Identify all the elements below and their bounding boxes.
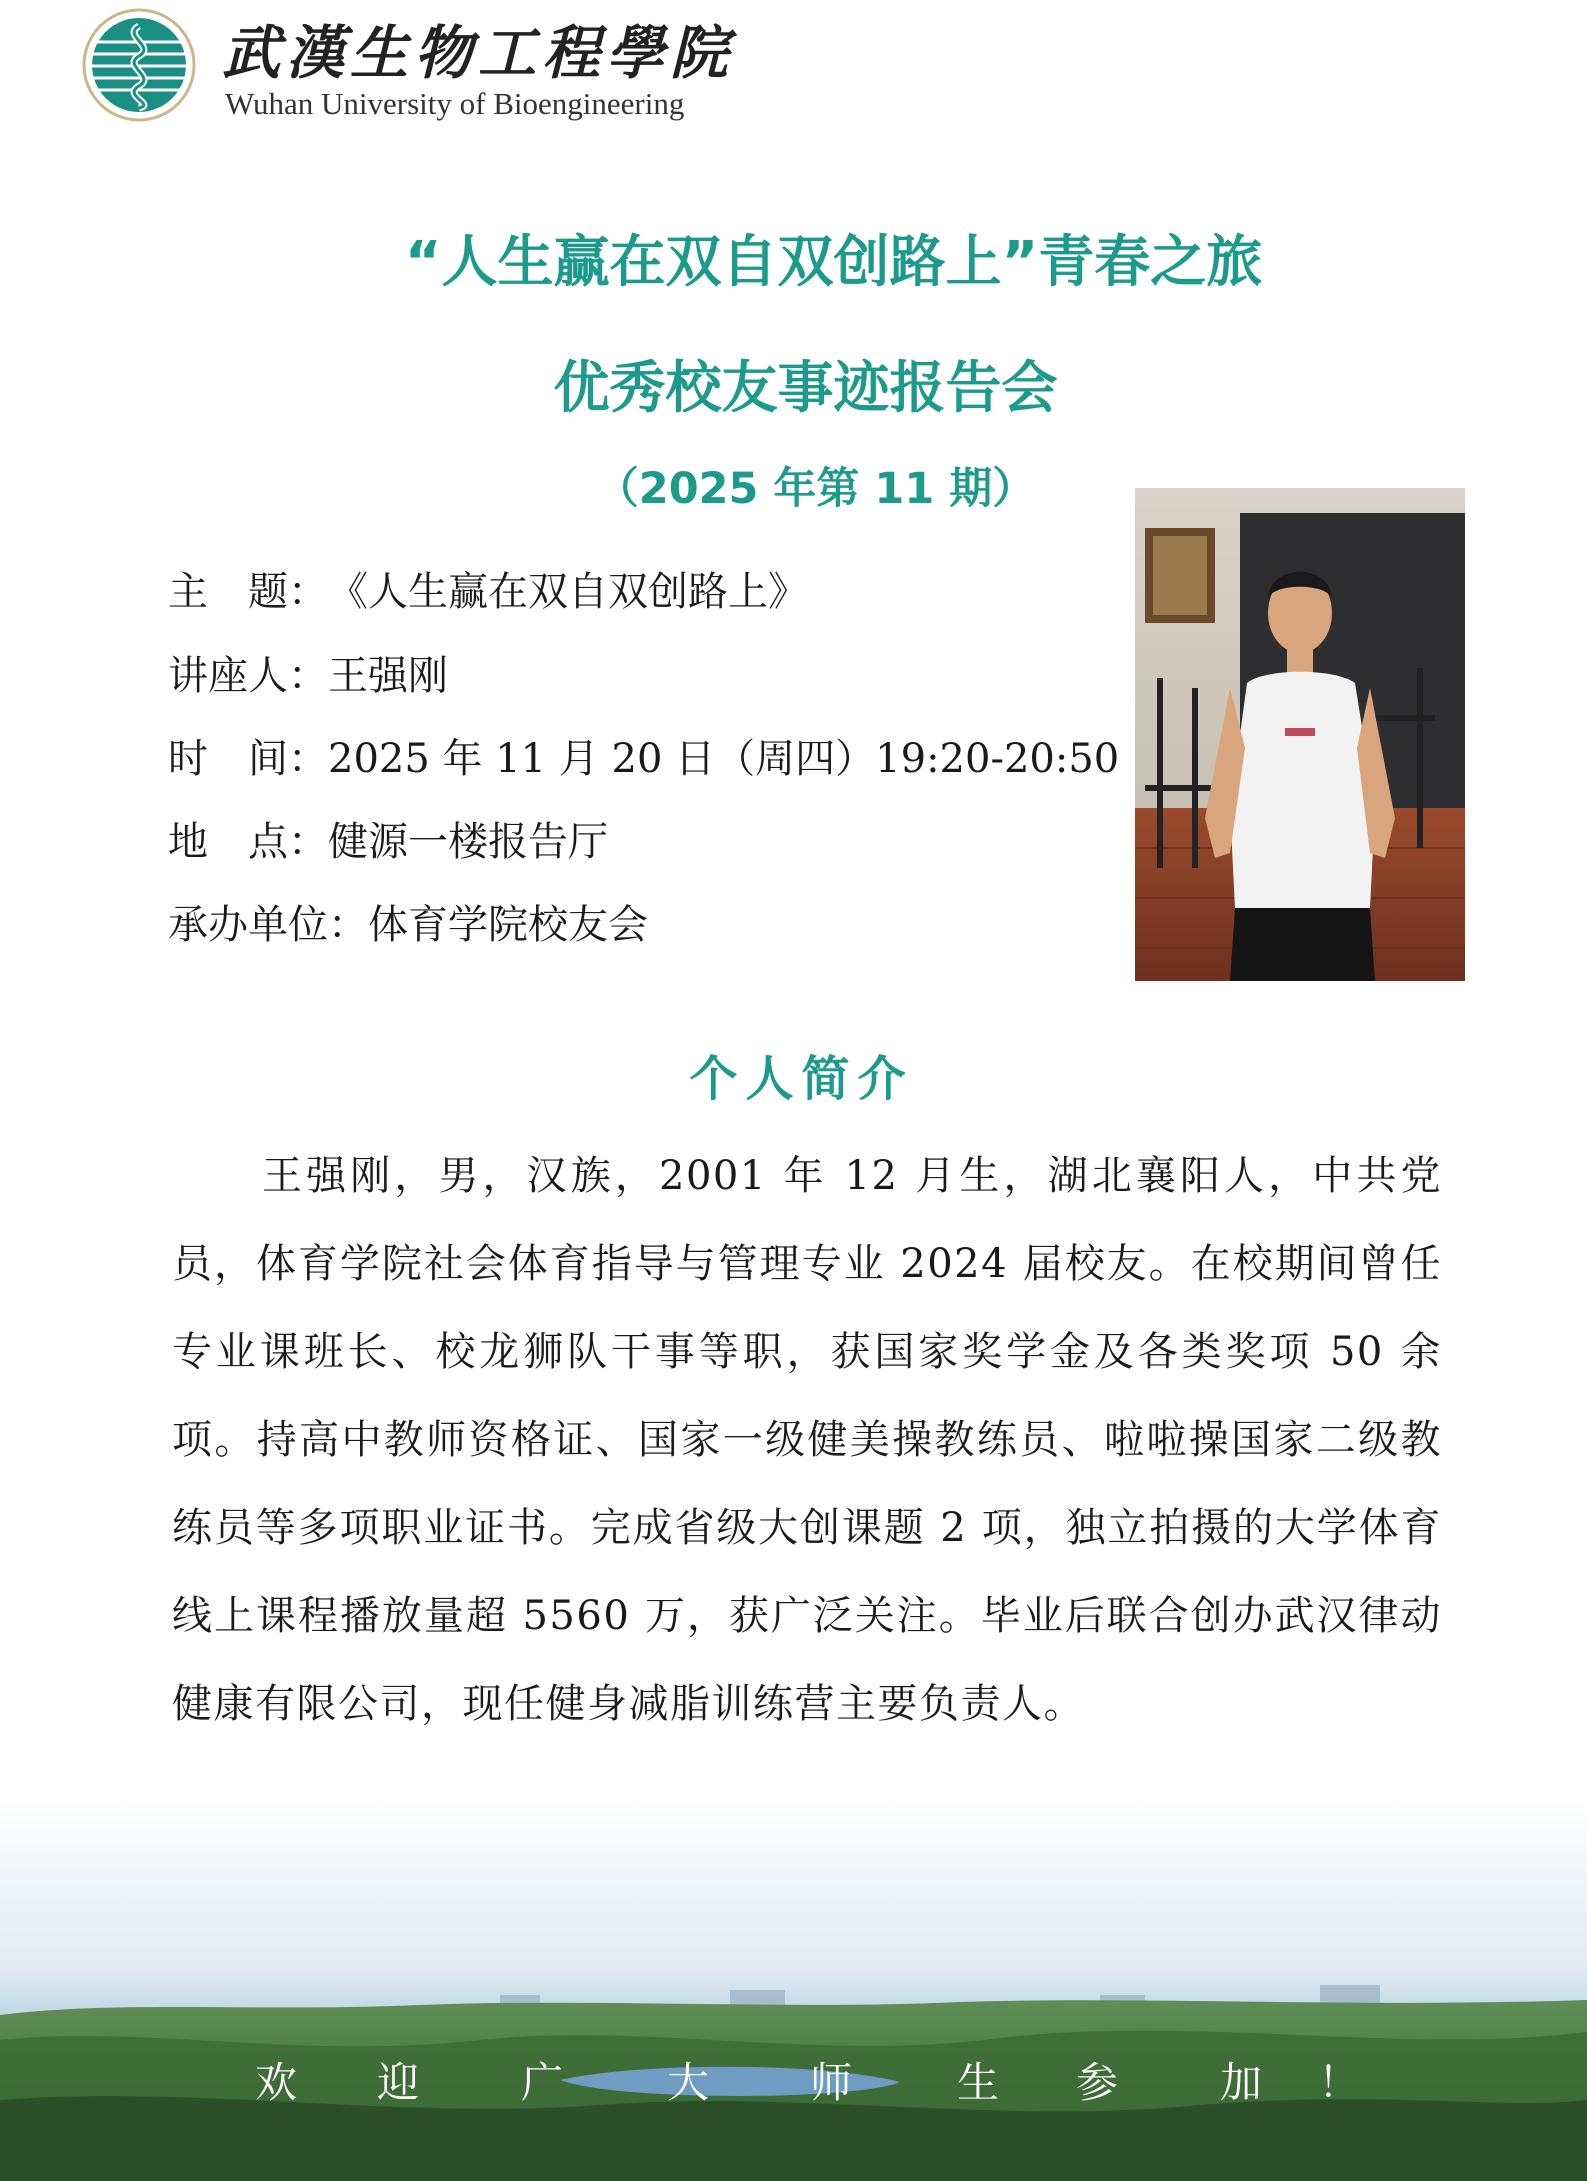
time-label: 时 间： bbox=[168, 736, 328, 782]
welcome-char: 师 bbox=[810, 2058, 853, 2107]
welcome-char: 迎 bbox=[377, 2058, 420, 2107]
info-time bbox=[168, 727, 1119, 784]
place-value: 健源一楼报告厅 bbox=[328, 819, 608, 865]
welcome-char: 加 bbox=[1220, 2058, 1263, 2107]
event-subtitle: 优秀校友事迹报告会 bbox=[553, 356, 1058, 421]
welcome-char: 生 bbox=[957, 2058, 1000, 2107]
topic-label: 主 题： bbox=[168, 569, 328, 615]
speaker-label: 讲座人： bbox=[168, 653, 328, 699]
welcome-char: 欢 bbox=[255, 2058, 298, 2107]
bio-heading: 个人简介 bbox=[689, 1051, 914, 1107]
welcome-char: ！ bbox=[1318, 2058, 1361, 2107]
info-place bbox=[168, 810, 608, 867]
university-emblem bbox=[82, 8, 197, 123]
speaker-value: 王强刚 bbox=[328, 653, 448, 699]
info-topic bbox=[168, 560, 808, 617]
topic-value: 《人生赢在双自双创路上》 bbox=[328, 569, 808, 615]
host-label: 承办单位： bbox=[168, 902, 368, 948]
campus-landscape bbox=[0, 1800, 1587, 2181]
event-title: “人生赢在双自双创路上”青春之旅 bbox=[404, 230, 1263, 295]
university-name-en: Wuhan University of Bioengineering bbox=[225, 86, 685, 121]
info-host bbox=[168, 893, 648, 950]
speaker-photo bbox=[1135, 488, 1465, 981]
time-value: 2025 年 11 月 20 日（周四）19:20-20:50 bbox=[328, 736, 1120, 782]
university-name-cn: 武漢生物工程學院 bbox=[222, 19, 735, 87]
host-value: 体育学院校友会 bbox=[368, 902, 648, 948]
event-issue: （2025 年第 11 期） bbox=[595, 464, 1036, 514]
welcome-char: 大 bbox=[667, 2058, 710, 2107]
place-label: 地 点： bbox=[168, 819, 328, 865]
info-speaker bbox=[168, 644, 448, 701]
welcome-char: 参 bbox=[1076, 2058, 1119, 2107]
welcome-char: 广 bbox=[521, 2058, 564, 2107]
bio-text: 王强刚，男，汉族，2001 年 12 月生，湖北襄阳人，中共党员，体育学院社会体育指导与管理专业 2024 届校友。在校期间曾任专业课班长、校龙狮队干事等职，获国家奖学金及各类奖项 50 余项。持高中教师资格证、国家一级健美操教练员、啦啦操国家二级教练员等多项职业证书。完成省级大创课题 2 项，独立拍摄的大学体育线上课程播放量超 5560 万，获广泛关注。毕业后联合创办武汉律动健康有限公司，现任健身减脂训练营主要负责人。 bbox=[172, 1153, 1442, 1727]
